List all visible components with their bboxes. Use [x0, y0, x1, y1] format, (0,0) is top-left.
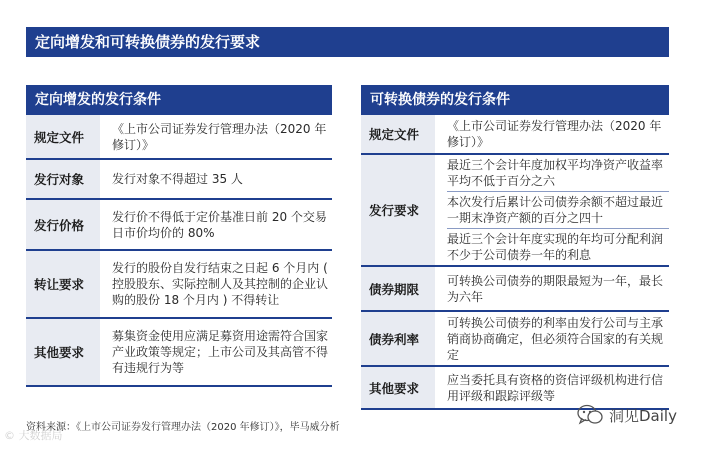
convertible-bond-heading: 可转换债券的发行条件: [361, 85, 669, 115]
page-title: 定向增发和可转换债券的发行要求: [26, 27, 669, 57]
table-row: [26, 319, 332, 387]
table-row: [361, 267, 669, 312]
table-row: [361, 312, 669, 367]
row-content: 发行对象不得超过 35 人: [112, 172, 243, 186]
table-row: [361, 155, 669, 267]
table-row: [26, 160, 332, 200]
table-row: [361, 115, 669, 155]
list-item: 本次发行后累计公司债券余额不超过最近一期末净资产额的百分之四十: [447, 192, 669, 229]
row-label: 发行对象: [26, 160, 100, 198]
convertible-bond-panel: [361, 85, 669, 410]
brand-logo: [577, 404, 677, 426]
table-row: [26, 251, 332, 319]
table-row: [26, 200, 332, 251]
row-content: 可转换公司债券的利率由发行公司与主承销商协商确定，但必须符合国家的有关规定: [447, 315, 664, 362]
private-placement-panel: [26, 85, 332, 387]
row-label: 发行价格: [26, 200, 100, 249]
row-content: [435, 155, 669, 265]
row-content: 应当委托具有资格的资信评级机构进行信用评级和跟踪评级等: [447, 372, 664, 403]
source-note: 资料来源：《上市公司证券发行管理办法（2020 年修订）》，毕马威分析: [26, 422, 340, 433]
list-item: 最近三个会计年度加权平均净资产收益率平均不低于百分之六: [447, 155, 669, 192]
row-label: 发行要求: [361, 155, 435, 265]
watermark: © 大数据局: [4, 429, 63, 442]
table-row: [26, 115, 332, 160]
row-label: 债券利率: [361, 312, 435, 365]
row-content: 《上市公司证券发行管理办法（2020 年修订）》: [112, 121, 327, 152]
row-content: 募集资金使用应满足募资用途需符合国家产业政策等规定；上市公司及其高管不得有违规行为等: [112, 329, 329, 375]
row-content: 《上市公司证券发行管理办法（2020 年修订）》: [447, 119, 662, 149]
row-label: 规定文件: [26, 115, 100, 158]
row-label: 债券期限: [361, 267, 435, 310]
logo-text: 洞见Daily: [609, 406, 677, 425]
private-placement-heading: 定向增发的发行条件: [26, 85, 332, 115]
row-content: 发行价不得低于定价基准日前 20 个交易日市价均价的 80%: [112, 209, 327, 240]
row-label: 其他要求: [361, 367, 435, 408]
row-content: 发行的股份自发行结束之日起 6 个月内 ( 控股股东、实际控制人及其控制的企业认购的股份 18 个月内 ) 不得转让: [112, 261, 329, 307]
row-label: 规定文件: [361, 115, 435, 153]
row-label: 其他要求: [26, 319, 100, 385]
list-item: 最近三个会计年度实现的年均可分配利润不少于公司债券一年的利息: [447, 232, 664, 262]
wechat-bubble-icon: [577, 404, 603, 426]
row-content: 可转换公司债券的期限最短为一年，最长为六年: [447, 273, 664, 304]
row-label: 转让要求: [26, 251, 100, 317]
